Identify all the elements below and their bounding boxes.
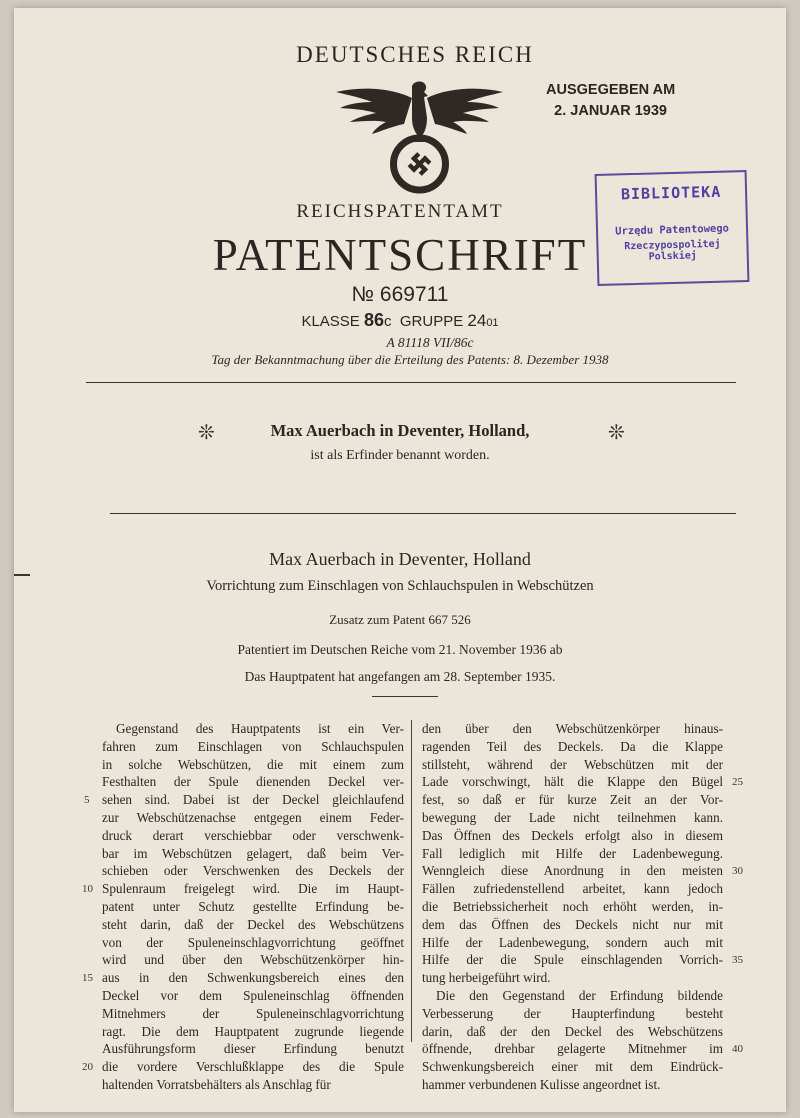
body-text-line: Verbesserung der Haupterfindung besteht [422,1005,723,1021]
klasse-sub: c [384,313,392,330]
body-text-line: fahren zum Einschlagen von Schlauchspulen [102,738,404,754]
applicant-heading: Max Auerbach in Deventer, Holland [269,549,531,569]
body-right-column [422,720,723,1094]
addition-note: Zusatz zum Patent 667 526 [329,612,471,627]
body-text-line: ragt. Die dem Hauptpatent zugrunde liegende [102,1023,404,1039]
klasse-value: 86 [363,310,385,330]
body-text-line: stillsteht, während der Webschützen mit der [422,756,723,772]
body-text-line: Das Öffnen des Deckels erfolgt also in diesem [422,827,723,843]
eagle-emblem-icon [332,78,507,196]
body-text-line: zur Webschützenachse entgegen einem Feder- [102,809,404,825]
body-left-column [102,720,404,1094]
stamp-line-2: Urzędu Patentowego [615,222,730,238]
line-number: 40 [732,1043,743,1055]
stamp-title: BIBLIOTEKA [620,182,722,204]
inventor-name: Max Auerbach in Deventer, Holland, [270,421,530,440]
body-text-line: in solche Webschützen, die mit einem zum [102,756,404,772]
body-text-line: hammer verbundenen Kulisse angeordnet ist. [422,1076,661,1092]
stamp-line-3: Rzeczypospolitej Polskiej [624,238,721,263]
issue-date-block [546,80,675,122]
issued-label: AUSGEGEBEN AM [546,82,676,98]
line-number: 20 [82,1061,93,1073]
body-text-line: Die den Gegenstand der Erfindung bildende [436,987,723,1003]
body-text-line: Gegenstand des Hauptpatents ist ein Ver- [116,721,404,736]
body-text-line: Hilfe der Ladenbewegung, sondern auch mit [422,934,723,950]
document-type: PATENTSCHRIFT [212,230,588,280]
body-text-line: bar im Webschützen gelagert, daß beim Ver- [102,845,404,861]
patent-page [14,8,786,1112]
body-text-line: Hilfe der die Spule einschlagenden Vorrich- [422,952,723,968]
classification [14,310,786,331]
asterisk-left-icon: ❊ [198,422,215,444]
country-header: DEUTSCHES REICH [296,42,534,67]
office-name: REICHSPATENTAMT [296,201,504,222]
body-text-line: dem das Öffnen des Deckels nicht nur mit [422,916,723,932]
line-number: 15 [82,972,93,984]
body-text-line: die vordere Verschlußklappe des die Spule [102,1059,404,1075]
body-text-line: ragenden Teil des Deckels. Da die Klappe [422,738,723,754]
body-text-line: Deckel vor dem Spuleneinschlag öffnenden [102,987,404,1003]
body-text-line: wird und über den Webschützenkörper hin- [102,952,404,968]
body-text-line: Mitnehmers der Spuleneinschlagvorrichtung [102,1005,404,1021]
body-text-line: haltenden Vorratsbehälters als Anschlag für [102,1076,331,1092]
patent-number: № 669711 [351,283,449,306]
gruppe-value: 24 [467,311,487,330]
margin-mark [14,574,30,576]
line-number: 5 [84,794,90,806]
body-text-line: aus in den Schwenkungsbereich eines den [102,970,404,986]
line-number: 30 [732,865,743,877]
body-text-line: patent unter Schutz gestellte Erfindung be- [102,898,404,914]
short-rule [372,696,438,697]
body-text-line: öffnende, drehbar gelagerte Mitnehmer im [422,1041,723,1057]
body-text-line: Festhalten der Spule dienenden Deckel ver- [102,774,404,790]
inventor-note: ist als Erfinder benannt worden. [310,448,490,463]
body-text-line: Spulenraum freigelegt wird. Die im Haupt- [102,881,404,897]
body-text-line: tung herbeigeführt wird. [422,970,551,986]
klasse-label: KLASSE [301,313,360,330]
body-text-line: von der Spuleneinschlagvorrichtung geöffnet [102,934,404,950]
patented-date: Patentiert im Deutschen Reiche vom 21. November 1936 ab [237,642,563,657]
file-reference: A 81118 VII/86c [386,335,474,350]
body-text-line: Fällen zufriedenstellend arbeitet, kann jedoch [422,881,723,897]
body-text-line: schieben oder Verschwenken des Deckels der [102,863,404,879]
main-patent-date: Das Hauptpatent hat angefangen am 28. September 1935. [244,669,556,684]
body-text-line: Lade vorschwingt, hält die Klappe den Bügel [422,774,723,790]
line-number: 10 [82,883,93,895]
body-text-line: darin, daß der den Deckel des Webschützens [422,1023,723,1039]
body-text-line: fest, so daß er für kurze Zeit an der Vor- [422,792,723,808]
body-text-line: Wenngleich diese Anordnung in den meisten [422,863,723,879]
line-number: 25 [732,776,743,788]
gruppe-sub: 01 [486,317,499,329]
body-text-line: bewegung der Lade nicht teilnehmen kann. [422,809,723,825]
issued-date: 2. JANUAR 1939 [554,103,667,119]
inventor-rule [110,513,736,514]
body-text-line: die Betriebssicherheit noch erhöht werden, in- [422,898,723,914]
body-text-line: sehen sind. Dabei ist der Deckel gleichlaufend [102,792,404,808]
body-text-line: steht darin, daß der Deckel des Webschützens [102,916,404,932]
announcement-date: Tag der Bekanntmachung über die Erteilung des Patents: 8. Dezember 1938 [211,352,609,367]
gruppe-label: GRUPPE [399,313,464,330]
body-text-line: Ausführungsform dieser Erfindung benutzt [102,1041,404,1057]
column-divider [411,720,412,1042]
patent-title: Vorrichtung zum Einschlagen von Schlauchspulen in Webschützen [206,578,594,594]
asterisk-right-icon: ❊ [608,422,625,444]
header-rule [86,382,736,383]
body-text-line: Schwenkungsbereich einer mit dem Eindrück- [422,1059,723,1075]
body-text-line: Fall lediglich mit Hilfe der Ladenbewegung. [422,845,723,861]
line-number: 35 [732,954,743,966]
body-text-line: druck derart verschiebbar oder verschwenk- [102,827,404,843]
body-text-line: den über den Webschützenkörper hinaus- [422,721,723,736]
